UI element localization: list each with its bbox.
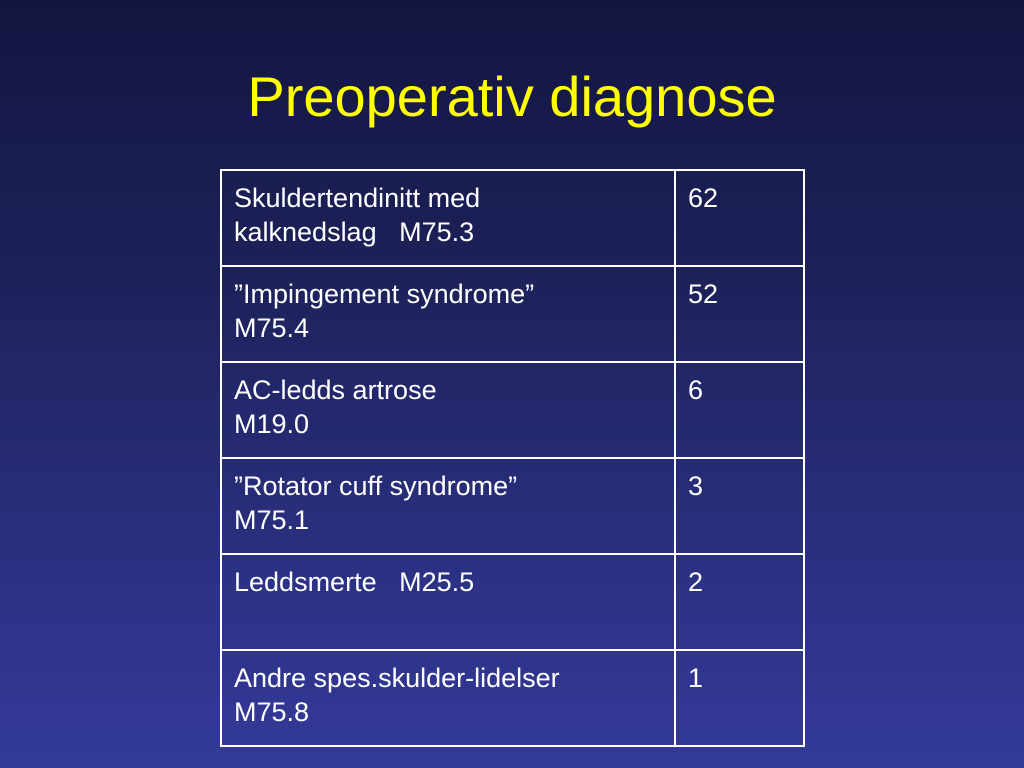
diagnosis-name: ”Impingement syndrome” [234, 279, 535, 309]
diagnosis-code: M75.4 [234, 313, 310, 343]
table-row [221, 650, 804, 746]
count-cell [675, 266, 804, 362]
table-row [221, 554, 804, 650]
count-cell [675, 362, 804, 458]
case-count: 1 [688, 663, 704, 693]
diagnosis-name: AC-ledds artrose [234, 375, 437, 405]
count-cell [675, 554, 804, 650]
slide-title: Preoperativ diagnose [247, 65, 777, 128]
case-count: 62 [688, 183, 719, 213]
diagnosis-code: M75.8 [234, 697, 310, 727]
case-count: 3 [688, 471, 704, 501]
diagnosis-name: Skuldertendinitt med [234, 183, 481, 213]
diagnosis-cell [221, 554, 675, 650]
diagnosis-cell [221, 266, 675, 362]
case-count: 52 [688, 279, 719, 309]
case-count: 2 [688, 567, 704, 597]
case-count: 6 [688, 375, 704, 405]
table-row [221, 170, 804, 266]
diagnosis-code: kalknedslag M75.3 [234, 217, 475, 247]
count-cell [675, 170, 804, 266]
table-row [221, 458, 804, 554]
diagnosis-cell [221, 650, 675, 746]
diagnosis-name: Andre spes.skulder-lidelser [234, 663, 560, 693]
table-row [221, 362, 804, 458]
diagnosis-table [220, 169, 805, 747]
diagnosis-cell [221, 458, 675, 554]
diagnosis-name: ”Rotator cuff syndrome” [234, 471, 518, 501]
count-cell [675, 458, 804, 554]
table-row [221, 266, 804, 362]
diagnosis-name: Leddsmerte M25.5 [234, 567, 475, 597]
diagnosis-cell [221, 170, 675, 266]
diagnosis-cell [221, 362, 675, 458]
count-cell [675, 650, 804, 746]
diagnosis-code: M75.1 [234, 505, 310, 535]
diagnosis-code: M19.0 [234, 409, 310, 439]
